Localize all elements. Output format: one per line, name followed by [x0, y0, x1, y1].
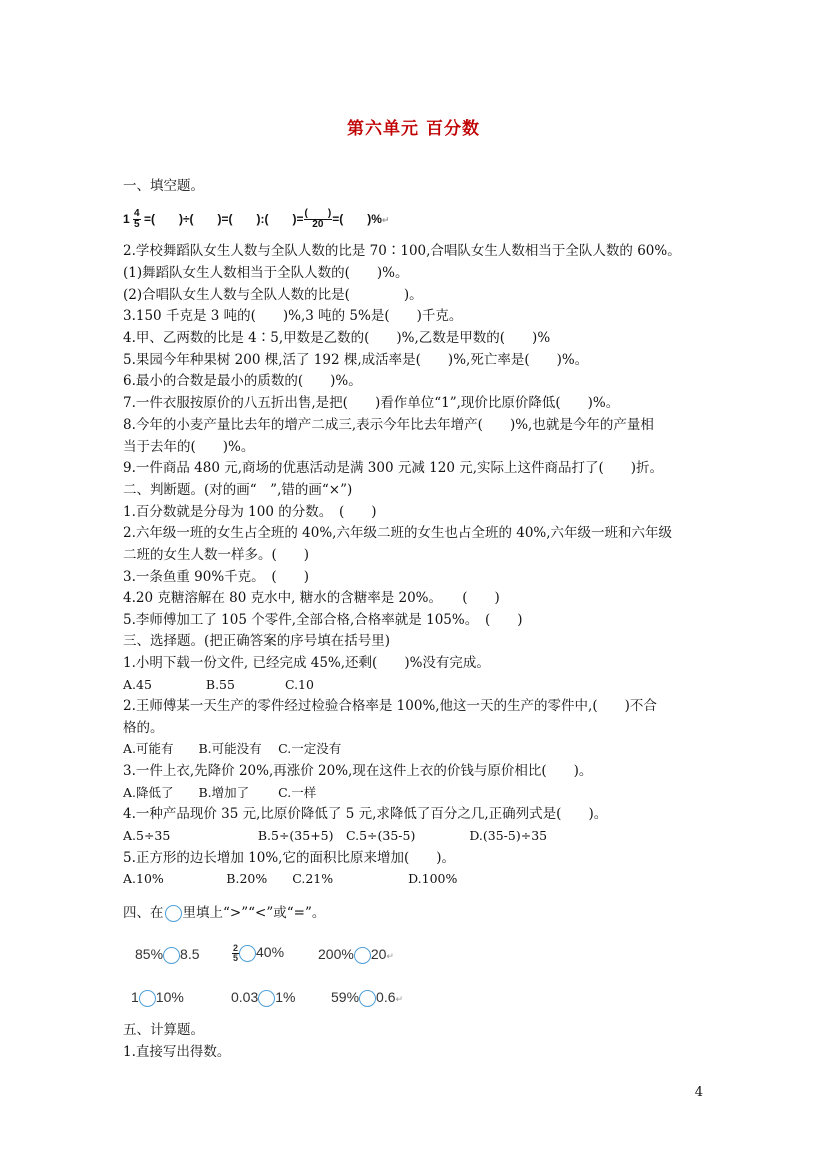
fill-question-2-part2: (2)合唱队女生人数与全队人数的比是( )。	[123, 287, 423, 303]
page-number: 4	[694, 1085, 703, 1100]
choice-question-2: 2.王师傅某一天生产的零件经过检验合格率是 100%,他这一天的生产的零件中,( )不合	[123, 698, 657, 714]
compare-circle-blank[interactable]	[139, 990, 156, 1007]
compare-item: 59% 0.6↵	[331, 989, 404, 1005]
section4-heading: 四、在 里填上“>”“<”或“=”。	[123, 905, 326, 921]
fill-question-7: 7.一件衣服按原价的八五折出售,是把( )看作单位“1”,现价比原价降低( )%。	[123, 395, 620, 411]
fill-question-4: 4.甲、乙两数的比是 4∶5,甲数是乙数的( )%,乙数是甲数的( )%	[123, 330, 551, 346]
fill-question-5: 5.果园今年种果树 200 棵,活了 192 棵,成活率是( )%,死亡率是( )%。	[123, 352, 589, 368]
compare-circle-blank[interactable]	[258, 990, 275, 1007]
compare-item: 85% 8.5	[135, 946, 200, 962]
compare-item: $\frac{2}{5}$ 40%	[233, 943, 285, 963]
compare-circle-blank[interactable]	[239, 945, 256, 962]
fill-question-3: 3.150 千克是 3 吨的( )%,3 吨的 5%是( )千克。	[123, 308, 463, 324]
choice-question-4-options: A.5÷35 B.5÷(35+5) C.5÷(35-5) D.(35-5)÷35	[123, 828, 548, 843]
fill-question-2: 2.学校舞蹈队女生人数与全队人数的比是 70∶100,合唱队女生人数相当于全队人数的 60%。	[123, 243, 681, 259]
compare-circle-blank[interactable]	[359, 990, 376, 1007]
compare-item: 1 10%	[131, 989, 184, 1005]
fill-question-9: 9.一件商品 480 元,商场的优惠活动是满 300 元减 120 元,实际上这件商品打了( )折。	[123, 460, 664, 476]
section2-heading: 二、判断题。(对的画“ ”,错的画“×”)	[123, 482, 353, 498]
choice-question-2-options: A.可能有 B.可能没有 C.一定没有	[123, 741, 342, 756]
page-title: 第六单元 百分数	[347, 119, 480, 139]
fill-question-6: 6.最小的合数是最小的质数的( )%。	[123, 373, 362, 389]
judge-question-1: 1.百分数就是分母为 100 的分数。 ( )	[123, 504, 377, 520]
choice-question-1-options: A.45 B.55 C.10	[123, 677, 314, 692]
fill-question-1: 1 $\frac{4}{5}$ =( )÷( )=( ):( )= $\frac{( )}{20}$ =( )%↵	[123, 208, 390, 231]
choice-question-1: 1.小明下载一份文件, 已经完成 45%,还剩( )%没有完成。	[123, 655, 490, 671]
choice-question-4: 4.一种产品现价 35 元,比原价降低了 5 元,求降低了百分之几,正确列式是( )。	[123, 806, 608, 822]
judge-question-2-cont: 二班的女生人数一样多。( )	[123, 547, 310, 563]
section5-heading: 五、计算题。	[123, 1022, 204, 1038]
choice-question-3: 3.一件上衣,先降价 20%,再涨价 20%,现在这件上衣的价钱与原价相比( )。	[123, 763, 593, 779]
judge-question-4: 4.20 克糖溶解在 80 克水中, 糖水的含糖率是 20%。 ( )	[123, 590, 500, 606]
judge-question-5: 5.李师傅加工了 105 个零件,全部合格,合格率就是 105%。 ( )	[123, 612, 523, 628]
section1-heading: 一、填空题。	[123, 178, 204, 194]
compare-circle-blank[interactable]	[354, 947, 371, 964]
calc-question-1: 1.直接写出得数。	[123, 1044, 231, 1060]
choice-question-3-options: A.降低了 B.增加了 C.一样	[123, 785, 317, 800]
compare-circle-icon	[165, 905, 182, 922]
judge-question-2: 2.六年级一班的女生占全班的 40%,六年级二班的女生也占全班的 40%,六年级一班和六年级	[123, 525, 673, 541]
mixed-fraction: $\frac{4}{5}$	[134, 208, 140, 231]
fill-question-8-cont: 当于去年的( )%。	[123, 439, 255, 455]
fraction-blank: $\frac{( )}{20}$	[304, 208, 332, 231]
choice-question-2-cont: 格的。	[123, 720, 164, 736]
compare-item: 200% 20↵	[318, 946, 394, 962]
choice-question-5: 5.正方形的边长增加 10%,它的面积比原来增加( )。	[123, 850, 456, 866]
fill-question-8: 8.今年的小麦产量比去年的增产二成三,表示今年比去年增产( )%,也就是今年的产量相	[123, 417, 654, 433]
compare-item: 0.03 1%	[231, 989, 296, 1005]
judge-question-3: 3.一条鱼重 90%千克。 ( )	[123, 569, 309, 585]
fill-question-2-part1: (1)舞蹈队女生人数相当于全队人数的( )%。	[123, 265, 409, 281]
section3-heading: 三、选择题。(把正确答案的序号填在括号里)	[123, 633, 391, 649]
compare-circle-blank[interactable]	[163, 947, 180, 964]
choice-question-5-options: A.10% B.20% C.21% D.100%	[123, 871, 458, 886]
